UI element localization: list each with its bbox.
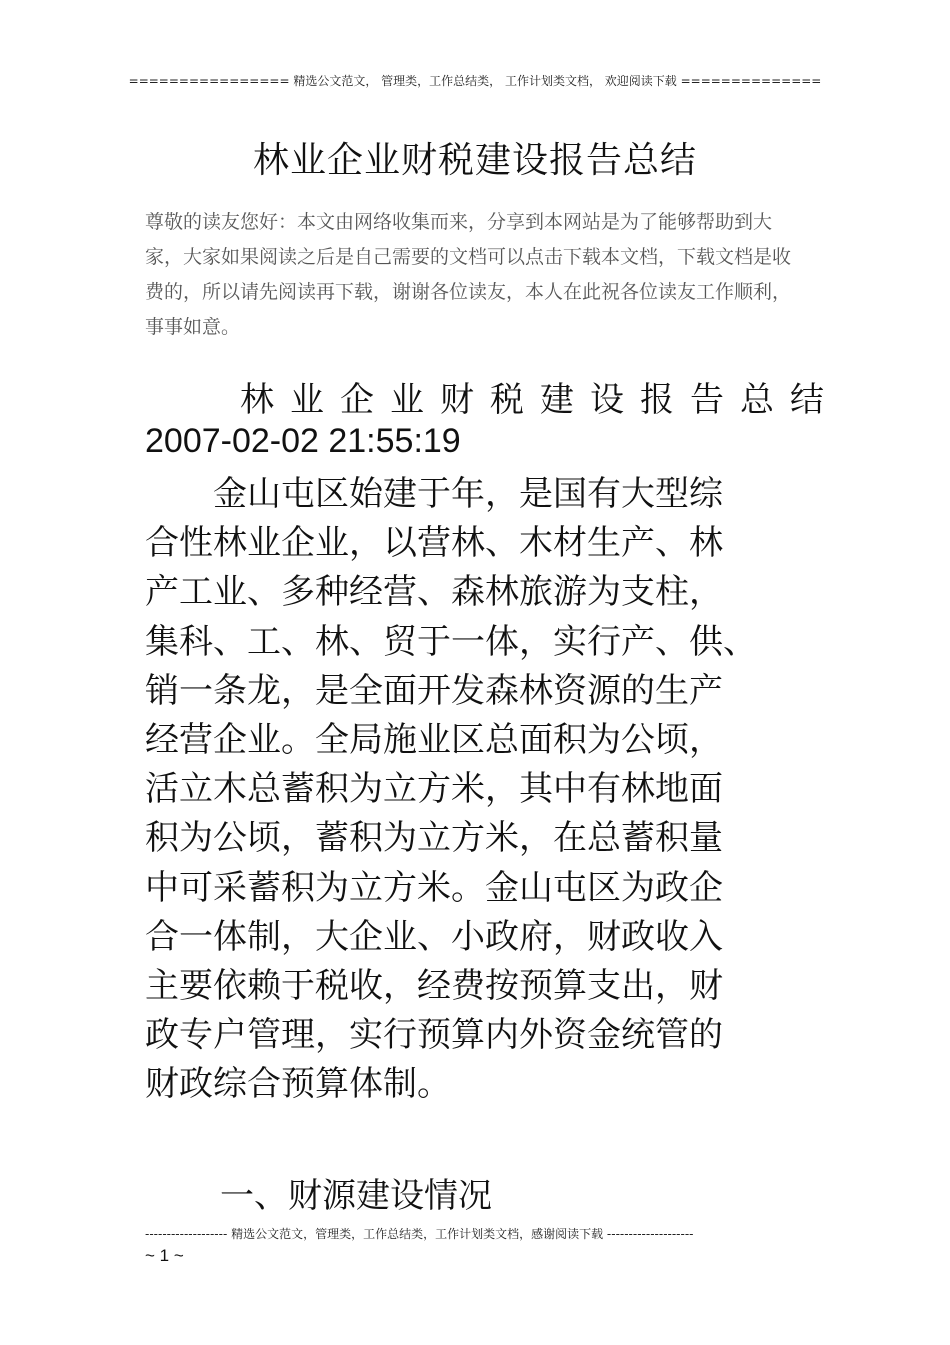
section-heading: 一、财源建设情况 xyxy=(220,1176,492,1216)
footer-banner: ------------------- 精选公文范文，管理类，工作总结类，工作计划类文档，感谢阅读下载 -------------------- xyxy=(145,1227,694,1241)
page-number: ~ 1 ~ xyxy=(145,1246,184,1265)
article-datetime: 2007-02-02 21:55:19 xyxy=(145,422,461,460)
page-title: 林业企业财税建设报告总结 xyxy=(252,140,697,181)
article-body xyxy=(145,470,785,1110)
article-subtitle: 林业企业财税建设报告总结 xyxy=(240,380,840,420)
body-line: 产工业、多种经营、森林旅游为支柱， xyxy=(145,572,723,613)
body-line: 金山屯区始建于年，是国有大型综 xyxy=(145,474,723,514)
body-line: 主要依赖于税收，经费按预算支出，财 xyxy=(145,966,723,1007)
header-banner: ================ 精选公文范文， 管理类，工作总结类， 工作计划类文档， 欢迎阅读下载 ============== xyxy=(128,74,822,88)
reader-notice: 尊敬的读友您好：本文由网络收集而来，分享到本网站是为了能够帮助到大家，大家如果阅读之后是自己需要的文档可以点击下载本文档，下载文档是收费的，所以请先阅读再下载，谢谢各位读友，本人在此祝各位读友工作顺利，事事如意。 xyxy=(145,211,792,338)
body-line: 政专户管理，实行预算内外资金统管的 xyxy=(145,1015,723,1056)
body-line: 财政综合预算体制。 xyxy=(145,1064,451,1105)
body-line: 销一条龙，是全面开发森林资源的生产 xyxy=(145,670,723,711)
body-line: 活立木总蓄积为立方米，其中有林地面 xyxy=(145,769,723,810)
body-line: 经营企业。全局施业区总面积为公顷， xyxy=(145,720,723,761)
body-line: 集科、工、林、贸于一体，实行产、供、 xyxy=(145,621,757,662)
body-line: 中可采蓄积为立方米。金山屯区为政企 xyxy=(145,867,723,908)
body-line: 合一体制，大企业、小政府，财政收入 xyxy=(145,916,723,957)
body-line: 积为公顷，蓄积为立方米，在总蓄积量 xyxy=(145,818,723,859)
body-line: 合性林业企业，以营林、木材生产、林 xyxy=(145,523,723,564)
